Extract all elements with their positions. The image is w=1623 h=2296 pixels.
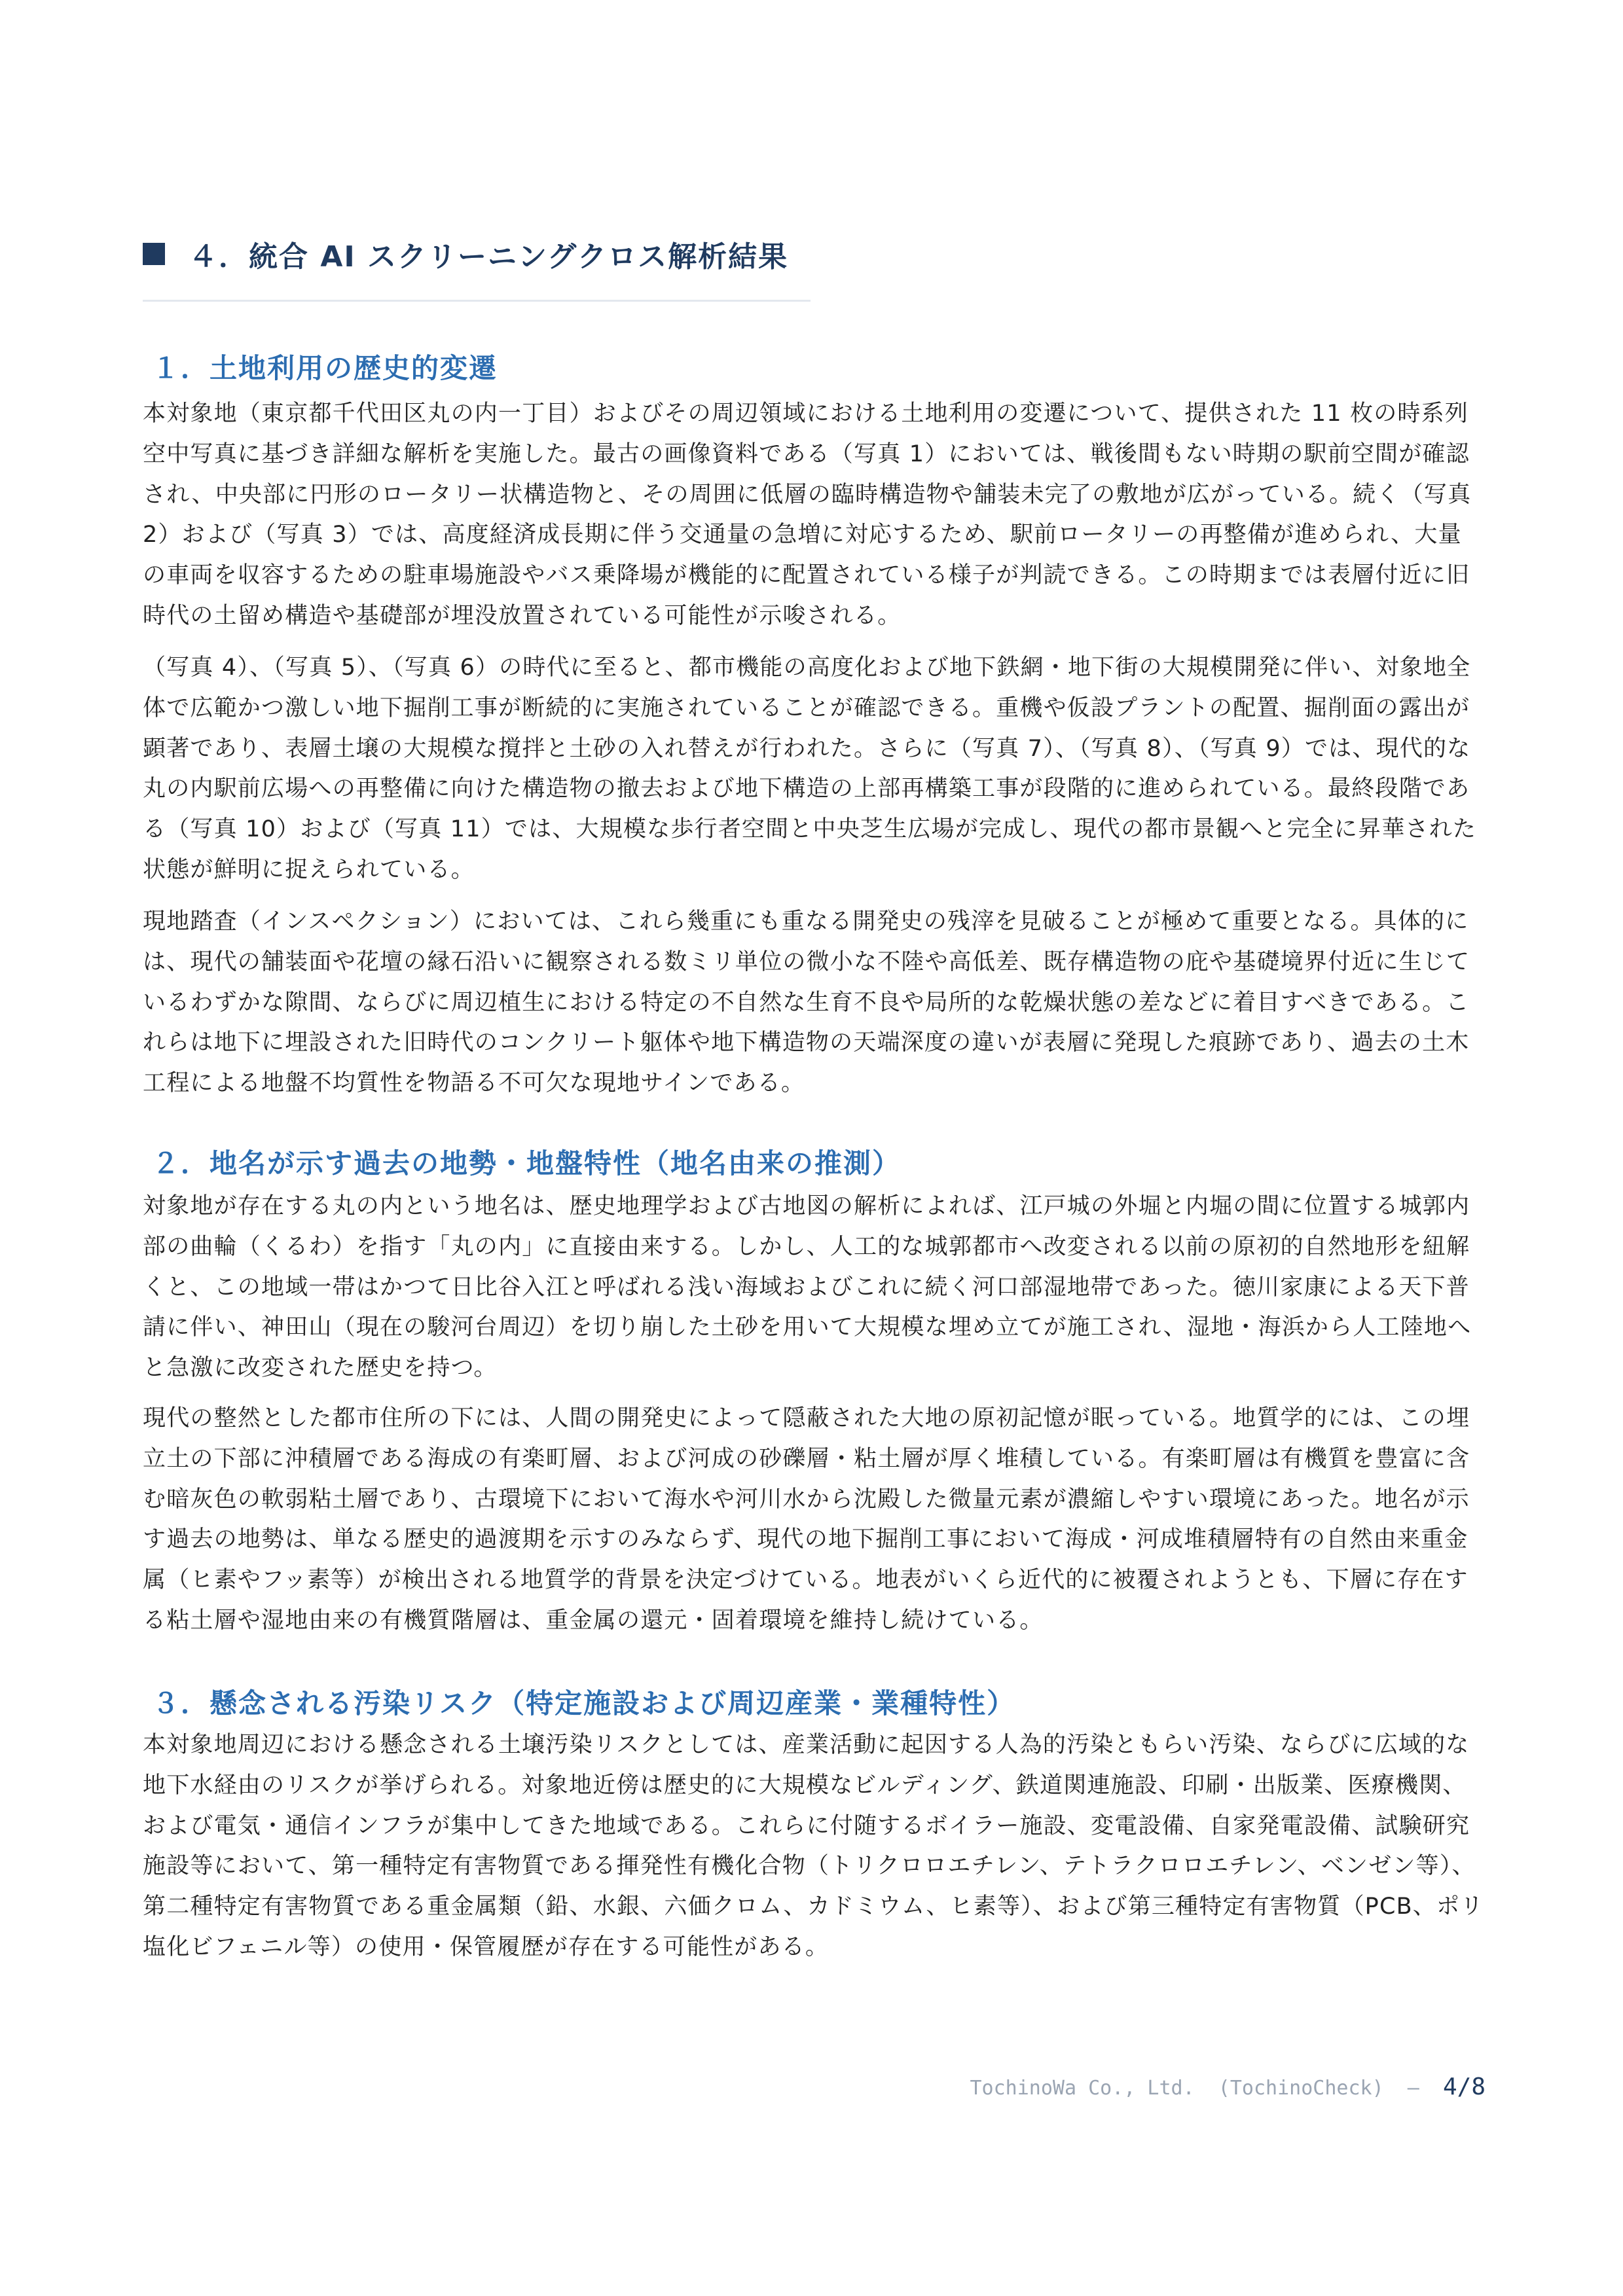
section-3-paragraph-1: 本対象地周辺における懸念される土壌汚染リスクとしては、産業活動に起因する人為的汚染ともらい汚染、ならびに広域的な地下水経由のリスクが挙げられる。対象地近傍は歴史的に大規模なビルディング、鉄道関連施設、印刷・出版業、医療機関、および電気・通信インフラが集中してきた地域である。これらに付随するボイラー施設、変電設備、自家発電設備、試験研究施設等において、第一種特定有害物質である揮発性有機化合物（トリクロロエチレン、テトラクロロエチレン、ベンゼン等）、第二種特定有害物質である重金属類（鉛、水銀、六価クロム、カドミウム、ヒ素等）、および第三種特定有害物質（PCB、ポリ塩化ビフェニル等）の使用・保管履歴が存在する可能性がある。	[143, 1732, 1484, 1960]
section-1-paragraph-1: 本対象地（東京都千代田区丸の内一丁目）およびその周辺領域における土地利用の変遷について、提供された 11 枚の時系列空中写真に基づき詳細な解析を実施した。最古の画像資料である（写真 1）においては、戦後間もない時期の駅前空間が確認され、中央部に円形のロータリー状構造物と、その周囲に低層の臨時構造物や舗装未完了の敷地が広がっている。続く（写真 2）および（写真 3）では、高度経済成長期に伴う交通量の急増に対応するため、駅前ロータリーの再整備が進められ、大量の車両を収容するための駐車場施設やバス乗降場が機能的に配置されている様子が判読できる。この時期までは表層付近に旧時代の土留め構造や基礎部が埋没放置されている可能性が示唆される。	[143, 401, 1472, 629]
footer-separator: –	[1407, 2077, 1419, 2100]
section-2-title: ２．地名が示す過去の地勢・地盤特性（地名由来の推測）	[152, 1147, 902, 1179]
section-1-paragraph-2: （写真 4）、（写真 5）、（写真 6）の時代に至ると、都市機能の高度化および地下鉄網・地下街の大規模開発に伴い、対象地全体で広範かつ激しい地下掘削工事が断続的に実施されていることが確認できる。重機や仮設プラントの配置、掘削面の露出が顕著であり、表層土壌の大規模な撹拌と土砂の入れ替えが行われた。さらに（写真 7）、（写真 8）、（写真 9）では、現代的な丸の内駅前広場への再整備に向けた構造物の撤去および地下構造の上部再構築工事が段階的に進められている。最終段階である（写真 10）および（写真 11）では、大規模な歩行者空間と中央芝生広場が完成し、現代の都市景観へと完全に昇華された状態が鮮明に捉えられている。	[143, 655, 1477, 883]
section-1-paragraph-3: 現地踏査（インスペクション）においては、これら幾重にも重なる開発史の残滓を見破ることが極めて重要となる。具体的には、現代の舗装面や花壇の縁石沿いに観察される数ミリ単位の微小な不陸や高低差、既存構造物の庇や基礎境界付近に生じているわずかな隙間、ならびに周辺植生における特定の不自然な生育不良や局所的な乾燥状態の差などに着目すべきである。これらは地下に埋設された旧時代のコンクリート躯体や地下構造物の天端深度の違いが表層に発現した痕跡であり、過去の土木工程による地盤不均質性を物語る不可欠な現地サインである。	[143, 908, 1470, 1097]
footer-company: TochinoWa Co., Ltd.	[970, 2077, 1195, 2100]
chapter-heading	[143, 233, 811, 275]
chapter-title: ４．統合 AI スクリーニングクロス解析結果	[189, 240, 789, 274]
section-3-title: ３．懸念される汚染リスク（特定施設および周辺産業・業種特性）	[152, 1687, 1016, 1719]
square-bullet-icon	[143, 243, 165, 265]
page-footer	[970, 2073, 1486, 2100]
footer-product: (TochinoCheck)	[1218, 2077, 1384, 2100]
section-2-paragraph-1: 対象地が存在する丸の内という地名は、歴史地理学および古地図の解析によれば、江戸城の外堀と内堀の間に位置する城郭内部の曲輪（くるわ）を指す「丸の内」に直接由来する。しかし、人工的な城郭都市へ改変される以前の原初的自然地形を紐解くと、この地域一帯はかつて日比谷入江と呼ばれる浅い海域およびこれに続く河口部湿地帯であった。徳川家康による天下普請に伴い、神田山（現在の駿河台周辺）を切り崩した土砂を用いて大規模な埋め立てが施工され、湿地・海浜から人工陸地へと急激に改変された歴史を持つ。	[143, 1193, 1472, 1382]
chapter-divider	[143, 300, 811, 302]
section-2-paragraph-2: 現代の整然とした都市住所の下には、人間の開発史によって隠蔽された大地の原初記憶が眠っている。地質学的には、この埋立土の下部に沖積層である海成の有楽町層、および河成の砂礫層・粘土層が厚く堆積している。有楽町層は有機質を豊富に含む暗灰色の軟弱粘土層であり、古環境下において海水や河川水から沈殿した微量元素が濃縮しやすい環境にあった。地名が示す過去の地勢は、単なる歴史的過渡期を示すのみならず、現代の地下掘削工事において海成・河成堆積層特有の自然由来重金属（ヒ素やフッ素等）が検出される地質学的背景を決定づけている。地表がいくら近代的に被覆されようとも、下層に存在する粘土層や湿地由来の有機質階層は、重金属の還元・固着環境を維持し続けている。	[143, 1405, 1470, 1634]
page-number: 4/8	[1442, 2073, 1486, 2100]
section-1-title: １．土地利用の歴史的変遷	[152, 352, 498, 384]
